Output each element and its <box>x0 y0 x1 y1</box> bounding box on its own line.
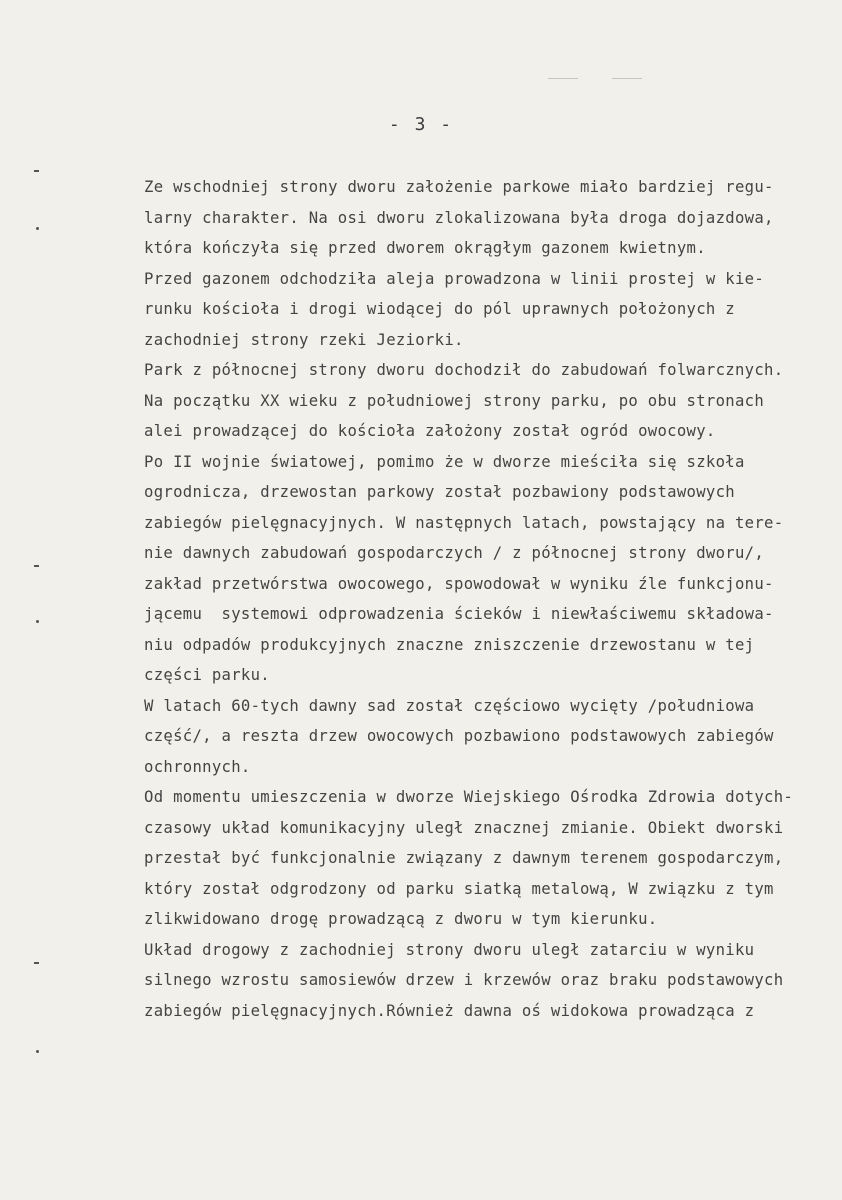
text-line: część/, a reszta drzew owocowych pozbawiono podstawowych zabiegów <box>144 727 774 745</box>
margin-mark <box>34 170 39 172</box>
text-line: Od momentu umieszczenia w dworze Wiejskiego Ośrodka Zdrowia dotych- <box>144 788 794 806</box>
text-line: Po II wojnie światowej, pomimo że w dworze mieściła się szkoła <box>144 452 745 471</box>
text-line: przestał być funkcjonalnie związany z dawnym terenem gospodarczym, <box>144 849 784 867</box>
text-line: W latach 60-tych dawny sad został częściowo wycięty /południowa <box>144 696 755 715</box>
margin-dot <box>36 620 39 623</box>
text-line: Park z północnej strony dworu dochodził do zabudowań folwarcznych. <box>144 361 784 379</box>
text-line: ogrodnicza, drzewostan parkowy został pozbawiony podstawowych <box>144 483 735 501</box>
text-line: alei prowadzącej do kościoła założony został ogród owocowy. <box>144 422 716 440</box>
text-line: zachodniej strony rzeki Jeziorki. <box>144 330 464 349</box>
text-line: jącemu systemowi odprowadzenia ścieków i niewłaściwemu składowa- <box>144 605 774 623</box>
top-dash <box>612 78 642 79</box>
text-line: Na początku XX wieku z południowej strony parku, po obu stronach <box>144 391 765 410</box>
text-line: Przed gazonem odchodziła aleja prowadzona w linii prostej w kie- <box>144 269 765 288</box>
text-line: zabiegów pielęgnacyjnych.Również dawna oś widokowa prowadząca z <box>144 1001 755 1020</box>
margin-mark <box>34 565 39 567</box>
text-line: zakład przetwórstwa owocowego, spowodował w wyniku źle funkcjonu- <box>144 574 774 593</box>
text-line: silnego wzrostu samosiewów drzew i krzewów oraz braku podstawowych <box>144 971 784 989</box>
text-line: zlikwidowano drogę prowadzącą z dworu w tym kierunku. <box>144 910 658 928</box>
page-number: - 3 - <box>388 114 454 135</box>
text-line: nie dawnych zabudowań gospodarczych / z północnej strony dworu/, <box>144 544 765 562</box>
text-line: części parku. <box>144 666 270 684</box>
margin-mark <box>34 962 39 964</box>
top-dash <box>548 78 578 79</box>
text-line: która kończyła się przed dworem okrągłym gazonem kwietnym. <box>144 239 706 257</box>
text-line: Ze wschodniej strony dworu założenie parkowe miało bardziej regu- <box>144 178 774 196</box>
body-text <box>144 172 824 1026</box>
text-line: Układ drogowy z zachodniej strony dworu uległ zatarciu w wyniku <box>144 940 755 959</box>
text-line: czasowy układ komunikacyjny uległ znacznej zmianie. Obiekt dworski <box>144 818 784 837</box>
text-line: ochronnych. <box>144 757 251 776</box>
margin-dot <box>36 1050 39 1053</box>
margin-dot <box>36 227 39 230</box>
text-line: zabiegów pielęgnacyjnych. W następnych latach, powstający na tere- <box>144 513 784 532</box>
text-line: larny charakter. Na osi dworu zlokalizowana była droga dojazdowa, <box>144 208 774 227</box>
text-line: który został odgrodzony od parku siatką metalową, W związku z tym <box>144 879 774 898</box>
text-line: runku kościoła i drogi wiodącej do pól uprawnych położonych z <box>144 300 735 318</box>
text-line: niu odpadów produkcyjnych znaczne zniszczenie drzewostanu w tej <box>144 635 755 654</box>
